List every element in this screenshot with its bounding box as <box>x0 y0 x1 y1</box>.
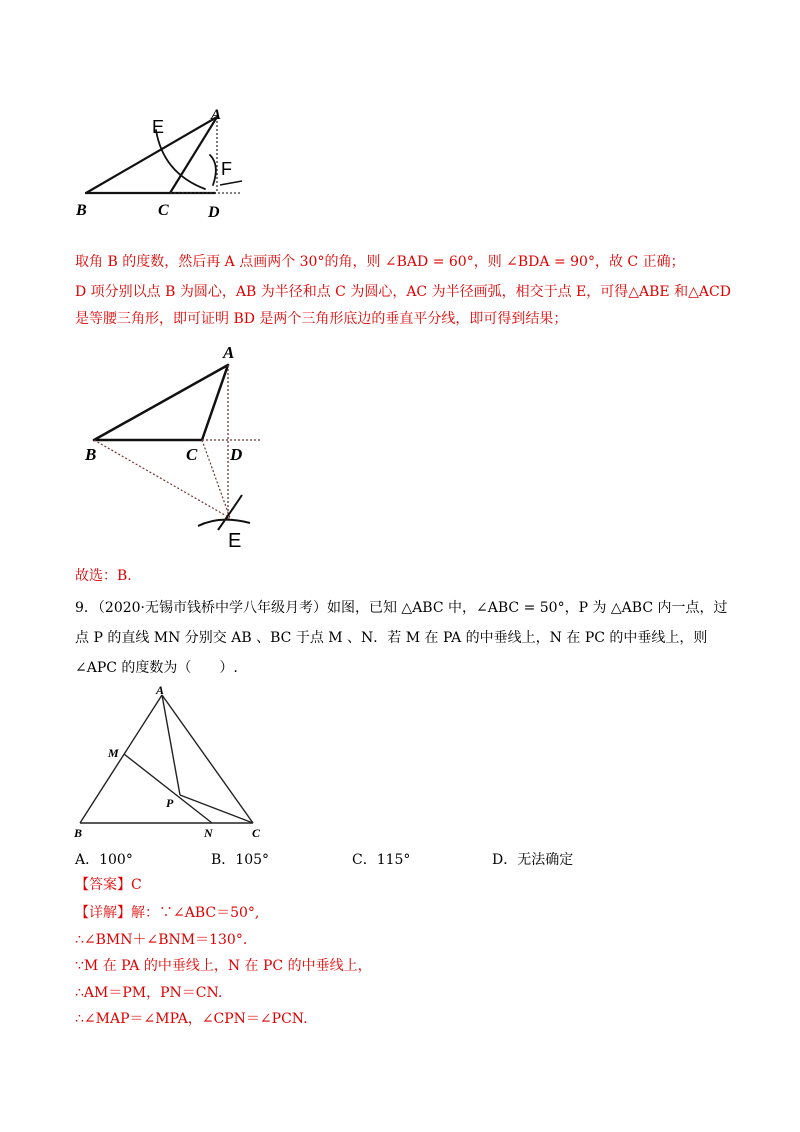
answer-detail-3: ∵M 在 PA 的中垂线上，N 在 PC 的中垂线上， <box>75 958 372 974</box>
answer-detail-2: ∴∠BMN＋∠BNM＝130°. <box>75 932 248 948</box>
choice-line: 故选：B. <box>75 568 132 584</box>
option-a: A．100° <box>75 852 133 868</box>
solution-line-1: 取角 B 的度数，然后再 A 点画两个 30°的角，则 ∠BAD = 60°，则 ∠BDA = 90°，故 C 正确； <box>75 254 685 270</box>
label-d: D <box>208 204 220 221</box>
label-b: B <box>76 202 87 219</box>
figure-2-construction <box>80 340 280 555</box>
label-e: E <box>152 117 165 137</box>
side-ac <box>162 695 253 823</box>
answer-tag: 【答案】C <box>75 877 142 893</box>
dotted-ce <box>202 440 230 518</box>
segment-pc <box>180 795 253 823</box>
answer-detail-4: ∴AM＝PM，PN＝CN. <box>75 985 223 1001</box>
label-a: A <box>211 107 222 123</box>
question-9-line-3: ∠APC 的度数为（ ）. <box>75 660 238 676</box>
label-p-3: P <box>166 796 174 810</box>
question-9-line-1: 9．（2020·无锡市钱桥中学八年级月考）如图，已知 △ABC 中，∠ABC = 50°，P 为 △ABC 内一点，过 <box>75 600 728 616</box>
answer-detail-1: 【详解】解：∵∠ABC＝50°, <box>75 905 260 921</box>
label-m-3: M <box>108 746 119 760</box>
question-9-line-2: 点 P 的直线 MN 分别交 AB 、BC 于点 M 、N．若 M 在 PA 的中垂线上，N 在 PC 的中垂线上，则 <box>75 630 708 646</box>
figure-3-triangle <box>70 685 270 840</box>
side-ab <box>80 695 162 823</box>
segment-ap <box>162 695 180 795</box>
segment-ba-2 <box>94 365 228 440</box>
label-c-3: C <box>252 826 261 840</box>
label-c-2: C <box>186 445 198 464</box>
option-d: D．无法确定 <box>492 852 574 868</box>
dotted-be <box>94 440 230 518</box>
label-e-2: E <box>228 530 242 552</box>
label-n-3: N <box>204 826 213 840</box>
label-a-3: A <box>156 685 165 697</box>
label-b-2: B <box>85 445 97 464</box>
arc-f <box>210 155 216 185</box>
solution-line-2: D 项分别以点 B 为圆心，AB 为半径和点 C 为圆心，AC 为半径画弧，相交于点 E，可得△ABE 和△ACD <box>75 284 731 300</box>
label-d-2: D <box>230 445 243 464</box>
option-b: B．105° <box>211 852 270 868</box>
solid-tail <box>220 181 242 185</box>
label-f: F <box>221 159 232 179</box>
segment-mn <box>124 754 212 823</box>
option-c: C．115° <box>352 852 411 868</box>
label-b-3: B <box>74 826 83 840</box>
figure-1-construction <box>70 105 270 225</box>
label-c: C <box>158 202 169 219</box>
arc-2 <box>218 495 242 530</box>
solution-line-3: 是等腰三角形，即可证明 BD 是两个三角形底边的垂直平分线，即可得到结果； <box>75 311 568 327</box>
label-a-2: A <box>223 343 235 362</box>
answer-detail-5: ∴∠MAP＝∠MPA，∠CPN＝∠PCN. <box>75 1011 308 1027</box>
